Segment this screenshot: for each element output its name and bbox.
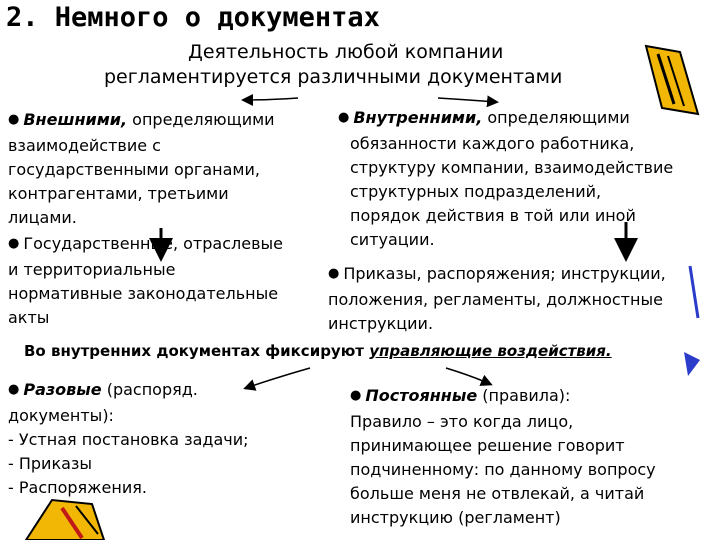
internal-docs-line: ситуации.: [350, 230, 435, 249]
state-acts-line: и территориальные: [8, 260, 176, 279]
fix-statement-emphasis: управляющие воздействия.: [369, 342, 612, 360]
bullet-dot-icon: ●: [328, 266, 340, 281]
one-time-line: документы):: [8, 406, 114, 425]
state-acts-line: нормативные законодательные: [8, 284, 279, 303]
external-docs-heading: Внешними,: [23, 110, 128, 129]
external-docs-line: контрагентами, третьими: [8, 184, 229, 203]
permanent-line: принимающее решение говорит: [350, 436, 625, 455]
decorative-clipart-right-low: [682, 350, 702, 378]
one-time-docs-block: [8, 378, 249, 500]
subtitle-line-2: регламентируется различными документами: [104, 66, 563, 88]
one-time-line: - Устная постановка задачи;: [8, 430, 249, 449]
subtitle-line-1: Деятельность любой компании: [188, 41, 504, 63]
decorative-clipart-right-mid: [680, 262, 704, 322]
permanent-line: больше меня не отвлекай, а читай: [350, 484, 645, 503]
bullet-dot-icon: ●: [8, 236, 20, 251]
fix-statement: [24, 342, 612, 360]
arrow-to-internal: [438, 98, 496, 102]
bullet-dot-icon: ●: [350, 388, 362, 403]
internal-docs-line: структуру компании, взаимодействие: [350, 158, 674, 177]
decorative-clipart-bottom-left: [22, 494, 108, 540]
internal-docs-line: обязанности каждого работника,: [350, 134, 635, 153]
internal-docs-line: порядок действия в той или иной: [350, 206, 636, 225]
bullet-dot-icon: ●: [8, 382, 20, 397]
state-acts-block: [8, 232, 283, 330]
permanent-heading: Постоянные: [365, 386, 478, 405]
external-docs-heading-rest: определяющими: [127, 110, 275, 129]
permanent-line: Правило – это когда лицо,: [350, 412, 574, 431]
bullet-dot-icon: ●: [8, 112, 20, 127]
internal-docs-list-line: инструкции.: [328, 314, 434, 333]
one-time-line: - Распоряжения.: [8, 478, 147, 497]
internal-docs-list-line: положения, регламенты, должностные: [328, 290, 663, 309]
permanent-line: инструкцию (регламент): [350, 508, 561, 527]
internal-docs-line: структурных подразделений,: [350, 182, 602, 201]
permanent-docs-block: [350, 384, 656, 530]
external-docs-block: [8, 108, 275, 230]
arrow-to-one-time: [246, 368, 310, 388]
one-time-line: - Приказы: [8, 454, 93, 473]
one-time-heading: Разовые: [23, 380, 102, 399]
internal-docs-heading: Внутренними,: [353, 108, 483, 127]
external-docs-line: государственными органами,: [8, 160, 260, 179]
state-acts-heading: Государственные, отраслевые: [23, 234, 283, 253]
bullet-dot-icon: ●: [338, 110, 350, 125]
external-docs-line: взаимодействие с: [8, 136, 161, 155]
fix-statement-text: Во внутренних документах фиксируют: [24, 342, 370, 360]
one-time-heading-rest: (распоряд.: [101, 380, 198, 399]
external-docs-line: лицами.: [8, 208, 77, 227]
permanent-line: подчиненному: по данному вопросу: [350, 460, 656, 479]
arrow-to-permanent: [446, 368, 490, 384]
page-title: 2. Немного о документах: [6, 2, 380, 33]
internal-docs-list-block: [328, 262, 666, 336]
arrow-to-external: [244, 98, 298, 100]
internal-docs-list-heading: Приказы, распоряжения; инструкции,: [343, 264, 666, 283]
internal-docs-heading-rest: определяющими: [482, 108, 630, 127]
permanent-heading-rest: (правила):: [477, 386, 571, 405]
state-acts-line: акты: [8, 308, 50, 327]
internal-docs-block: [338, 106, 673, 252]
